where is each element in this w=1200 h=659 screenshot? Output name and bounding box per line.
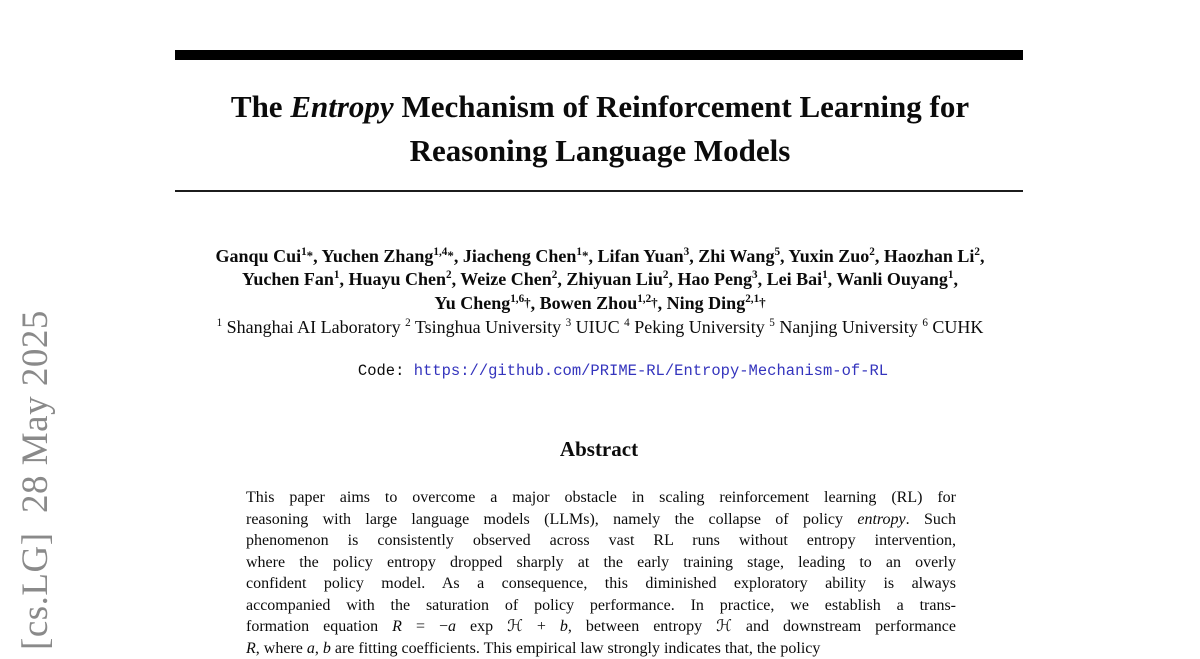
title-segment: Mechanism of Reinforcement Learning for bbox=[394, 89, 969, 124]
abstract-segment: ℋ bbox=[507, 618, 523, 635]
affiliation-name: Peking University bbox=[630, 317, 770, 337]
abstract-segment: entropy bbox=[857, 511, 905, 528]
affiliation-name: UIUC bbox=[571, 317, 624, 337]
affiliation-number: 1 bbox=[217, 317, 223, 329]
author-separator: , bbox=[454, 246, 463, 266]
author-name: Yuchen Fan bbox=[242, 269, 334, 289]
code-line bbox=[175, 362, 1071, 380]
paper-title-line1 bbox=[150, 85, 1050, 129]
author-footnote-marker: † bbox=[651, 295, 658, 310]
abstract-segment: exp bbox=[456, 618, 507, 635]
author-affiliation-superscript: 1,4 bbox=[433, 246, 447, 258]
code-label: Code: bbox=[358, 362, 414, 380]
author-line-trail: , bbox=[980, 246, 985, 266]
author-affiliation-superscript: 1 bbox=[301, 246, 307, 258]
author-separator: , bbox=[557, 269, 566, 289]
affiliation-name: Tsinghua University bbox=[411, 317, 566, 337]
author-line bbox=[146, 268, 1054, 291]
abstract-segment: and downstream performance bbox=[732, 618, 956, 635]
abstract-segment: where the policy entropy dropped sharply at the early training stage, leading to an overly bbox=[246, 554, 956, 571]
author-name: Yuxin Zuo bbox=[788, 246, 869, 266]
arxiv-category-date-watermark: [cs.LG] 28 May 2025 bbox=[14, 310, 57, 650]
author-separator: , bbox=[339, 269, 348, 289]
affiliation-number: 4 bbox=[624, 317, 630, 329]
abstract-segment: R bbox=[392, 618, 402, 635]
abstract-line bbox=[246, 530, 956, 552]
abstract-segment: b bbox=[323, 640, 331, 657]
abstract-segment: R bbox=[246, 640, 256, 657]
author-separator: , bbox=[875, 246, 884, 266]
author-name: Yu Cheng bbox=[434, 293, 510, 313]
author-separator: , bbox=[689, 246, 698, 266]
abstract-segment: accompanied with the saturation of policy performance. In practice, we establish a trans- bbox=[246, 597, 956, 614]
author-affiliation-superscript: 1 bbox=[822, 269, 828, 281]
abstract-segment: + bbox=[523, 618, 560, 635]
author-affiliation-superscript: 2 bbox=[974, 246, 980, 258]
abstract-segment: , where bbox=[256, 640, 307, 657]
abstract-line bbox=[246, 552, 956, 574]
title-segment: The bbox=[231, 89, 290, 124]
author-affiliation-superscript: 5 bbox=[774, 246, 780, 258]
author-name: Ning Ding bbox=[667, 293, 746, 313]
author-affiliation-superscript: 1,6 bbox=[510, 293, 524, 305]
paper-title bbox=[150, 85, 1050, 173]
abstract-segment: are fitting coefficients. This empirical law strongly indicates that, the policy bbox=[331, 640, 821, 657]
author-name: Wanli Ouyang bbox=[836, 269, 948, 289]
abstract-segment: confident policy model. As a consequence, this diminished exploratory ability is always bbox=[246, 575, 956, 592]
paper-title-line2: Reasoning Language Models bbox=[150, 129, 1050, 173]
affiliation-number: 5 bbox=[769, 317, 775, 329]
abstract-segment: , bbox=[315, 640, 323, 657]
affiliation-name: Shanghai AI Laboratory bbox=[222, 317, 405, 337]
abstract-body bbox=[246, 487, 956, 659]
abstract-line bbox=[246, 595, 956, 617]
author-name: Haozhan Li bbox=[884, 246, 975, 266]
code-link[interactable]: https://github.com/PRIME-RL/Entropy-Mechanism-of-RL bbox=[414, 362, 888, 380]
title-rule bbox=[175, 190, 1023, 192]
affiliation-name: Nanjing University bbox=[775, 317, 922, 337]
abstract-segment: . Such bbox=[906, 511, 956, 528]
abstract-segment: This paper aims to overcome a major obstacle in scaling reinforcement learning (RL) for bbox=[246, 489, 956, 506]
author-separator: , bbox=[531, 293, 540, 313]
abstract-segment: , between entropy bbox=[568, 618, 716, 635]
affiliation-number: 3 bbox=[566, 317, 572, 329]
title-segment: Entropy bbox=[290, 89, 393, 124]
author-name: Zhiyuan Liu bbox=[566, 269, 663, 289]
abstract-line bbox=[246, 573, 956, 595]
author-separator: , bbox=[658, 293, 667, 313]
author-affiliation-superscript: 2,1 bbox=[745, 293, 759, 305]
author-line bbox=[146, 291, 1054, 315]
author-name: Huayu Chen bbox=[348, 269, 446, 289]
author-affiliation-superscript: 2 bbox=[869, 246, 875, 258]
abstract-line bbox=[246, 638, 956, 659]
affiliation-number: 6 bbox=[922, 317, 928, 329]
abstract-segment: a bbox=[448, 618, 456, 635]
author-affiliation-superscript: 2 bbox=[552, 269, 558, 281]
abstract-segment: formation equation bbox=[246, 618, 392, 635]
author-name: Lifan Yuan bbox=[597, 246, 683, 266]
author-affiliation-superscript: 1,2 bbox=[637, 293, 651, 305]
author-separator: , bbox=[452, 269, 461, 289]
author-name: Jiacheng Chen bbox=[463, 246, 577, 266]
affiliation-number: 2 bbox=[405, 317, 411, 329]
author-footnote-marker: † bbox=[759, 295, 766, 310]
abstract-segment: = − bbox=[402, 618, 448, 635]
abstract-segment: a bbox=[307, 640, 315, 657]
author-affiliation-superscript: 1 bbox=[334, 269, 340, 281]
author-separator: , bbox=[828, 269, 837, 289]
abstract-segment: b bbox=[560, 618, 568, 635]
abstract-segment: reasoning with large language models (LLMs), namely the collapse of policy bbox=[246, 511, 857, 528]
author-footnote-marker: * bbox=[307, 248, 314, 263]
abstract-segment: ℋ bbox=[716, 618, 732, 635]
author-affiliation-superscript: 3 bbox=[684, 246, 690, 258]
abstract-segment: phenomenon is consistently observed across vast RL runs without entropy intervention, bbox=[246, 532, 956, 549]
author-name: Ganqu Cui bbox=[216, 246, 302, 266]
abstract-heading: Abstract bbox=[175, 437, 1023, 462]
abstract-line bbox=[246, 487, 956, 509]
author-separator: , bbox=[758, 269, 767, 289]
abstract-line bbox=[246, 616, 956, 638]
author-footnote-marker: † bbox=[524, 295, 531, 310]
affiliations bbox=[146, 316, 1054, 338]
author-affiliation-superscript: 1 bbox=[948, 269, 954, 281]
author-name: Zhi Wang bbox=[698, 246, 774, 266]
author-footnote-marker: * bbox=[582, 248, 589, 263]
author-name: Bowen Zhou bbox=[540, 293, 638, 313]
author-lines bbox=[146, 244, 1054, 315]
author-separator: , bbox=[780, 246, 788, 266]
author-affiliation-superscript: 2 bbox=[446, 269, 452, 281]
author-name: Hao Peng bbox=[678, 269, 753, 289]
author-name: Yuchen Zhang bbox=[322, 246, 434, 266]
author-name: Weize Chen bbox=[460, 269, 552, 289]
author-separator: , bbox=[588, 246, 597, 266]
author-line-trail: , bbox=[953, 269, 958, 289]
author-affiliation-superscript: 1 bbox=[576, 246, 582, 258]
author-footnote-marker: * bbox=[447, 248, 454, 263]
author-affiliation-superscript: 3 bbox=[752, 269, 758, 281]
abstract-line bbox=[246, 509, 956, 531]
affiliation-name: CUHK bbox=[928, 317, 984, 337]
author-separator: , bbox=[313, 246, 321, 266]
author-separator: , bbox=[669, 269, 678, 289]
top-rule bbox=[175, 50, 1023, 60]
author-name: Lei Bai bbox=[767, 269, 823, 289]
author-affiliation-superscript: 2 bbox=[663, 269, 669, 281]
author-line bbox=[146, 244, 1054, 268]
